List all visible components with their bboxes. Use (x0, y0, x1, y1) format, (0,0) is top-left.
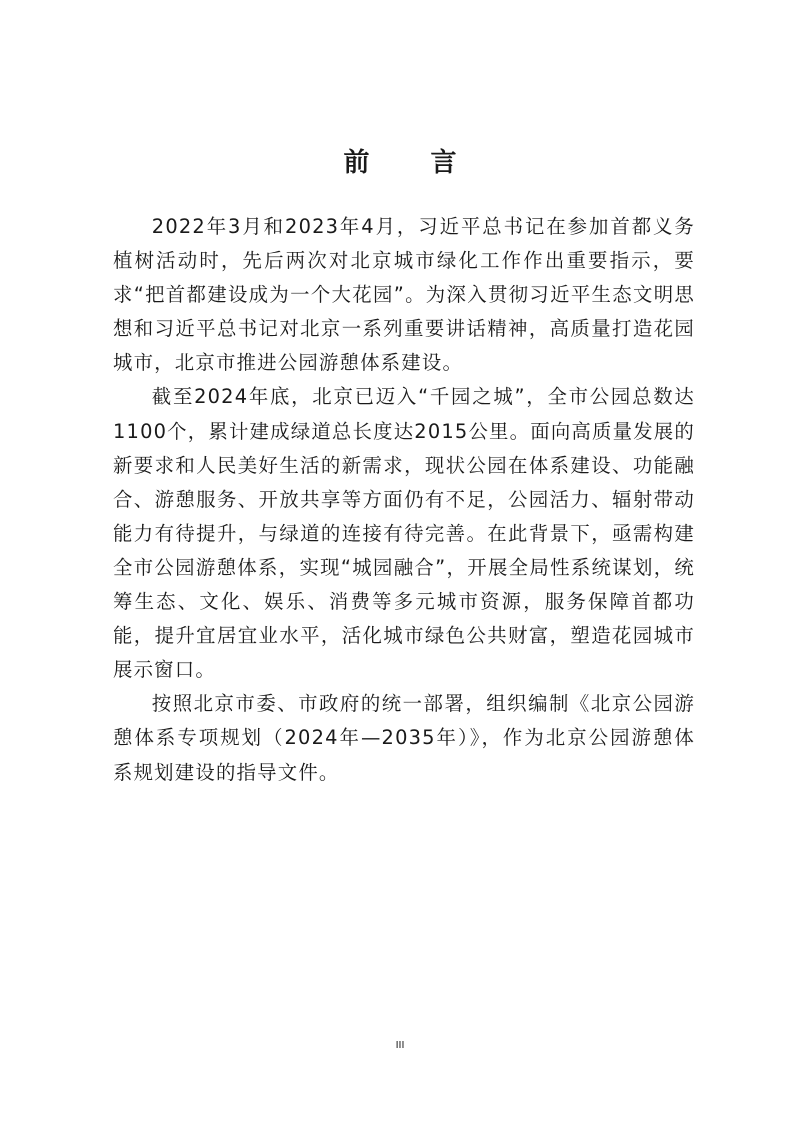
page-title: 前 言 (343, 148, 483, 178)
paragraph-2: 截至2024年底，北京已迈入“千园之城”，全市公园总数达1100个，累计建成绿道总长度达2015公里。面向高质量发展的新要求和人民美好生活的新需求，现状公园在体系建设、功能融合、游憩服务、开放共享等方面仍有不足，公园活力、辐射带动能力有待提升，与绿道的连接有待完善。在此背景下，亟需构建全市公园游憩体系，实现“城园融合”，开展全局性系统谋划，统筹生态、文化、娱乐、消费等多元城市资源，服务保障首都功能，提升宜居宜业水平，活化城市绿色公共财富，塑造花园城市展示窗口。 (113, 385, 695, 682)
paragraph-3: 按照北京市委、市政府的统一部署，组织编制《北京公园游憩体系专项规划（2024年—2035年）》，作为北京公园游憩体系规划建设的指导文件。 (113, 692, 695, 784)
paragraph-1: 2022年3月和2023年4月，习近平总书记在参加首都义务植树活动时，先后两次对北京城市绿化工作作出重要指示，要求“把首都建设成为一个大花园”。为深入贯彻习近平生态文明思想和习近平总书记对北京一系列重要讲话精神，高质量打造花园城市，北京市推进公园游憩体系建设。 (113, 215, 695, 375)
preface-body (113, 210, 695, 790)
page-number: III (395, 1040, 405, 1051)
